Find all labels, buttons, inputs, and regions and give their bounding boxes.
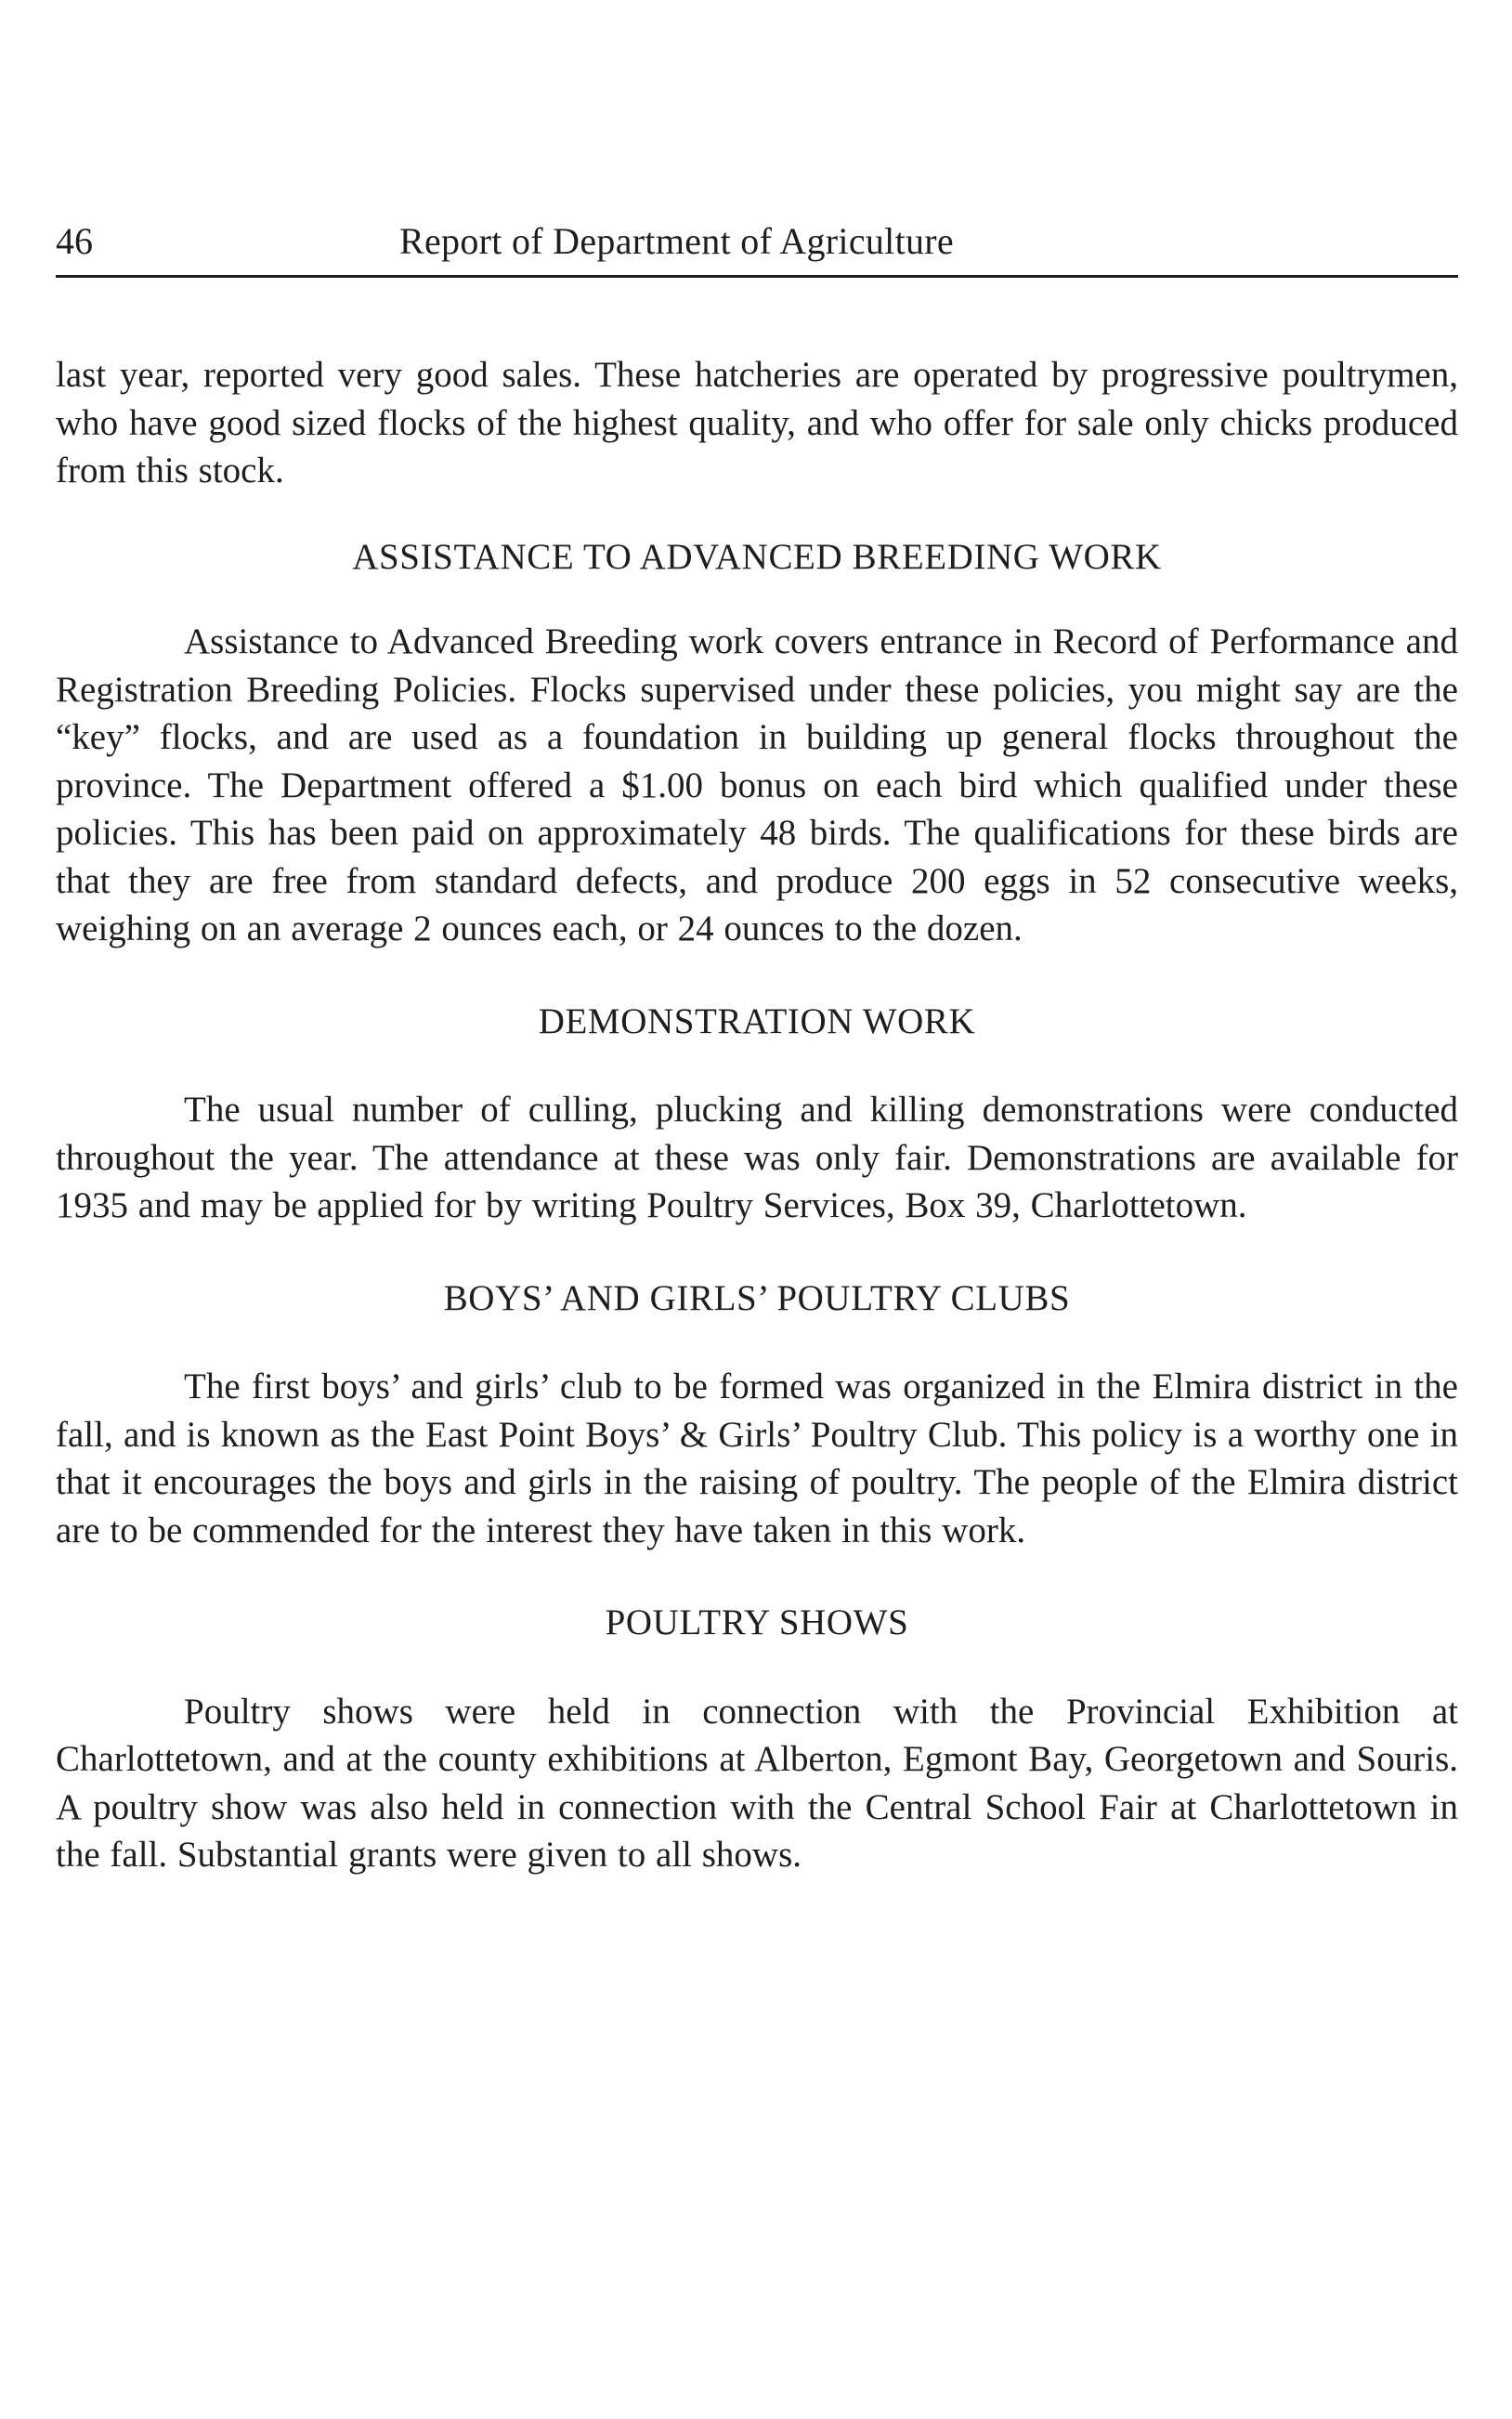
section-heading-poultry-shows: POULTRY SHOWS [605,1602,909,1642]
section-paragraph-demonstration-work: The usual number of culling, plucking and killing demonstrations were conducted throughout the year. The attendance at these was only fair. Demonstrations are available for 1935 and may be applied for by writing Poultry Services, Box 39, Charlottetown. [56,1090,1458,1225]
section-heading-poultry-clubs: BOYS’ AND GIRLS’ POULTRY CLUBS [443,1277,1071,1318]
header-rule [56,275,1458,278]
section-heading-demonstration-work: DEMONSTRATION WORK [538,1000,976,1041]
section-paragraph-advanced-breeding: Assistance to Advanced Breeding work covers entrance in Record of Performance and Registration Breeding Policies. Flocks supervised under these policies, you might say are the “key” flocks, and are used as a foundation in building up general flocks throughout the province. The Department offered a $1.00 bonus on each bird which qualified under these policies. This has been paid on approximately 48 birds. The qualifications for these birds are that they are free from standard defects, and produce 200 eggs in 52 consecutive weeks, weighing on an average 2 ounces each, or 24 ounces to the dozen. [56,621,1458,948]
section-paragraph-poultry-clubs: The first boys’ and girls’ club to be formed was organized in the Elmira district in the fall, and is known as the East Point Boys’ & Girls’ Poultry Club. This policy is a worthy one in that it encourages the boys and girls in the raising of poultry. The people of the Elmira district are to be commended for the interest they have taken in this work. [56,1366,1458,1550]
page-number: 46 [56,220,93,262]
section-paragraph-poultry-shows: Poultry shows were held in connection with the Provincial Exhibition at Charlottetown, and at the county exhibitions at Alberton, Egmont Bay, Georgetown and Souris. A poultry show was also held in connection with the Central School Fair at Charlottetown in the fall. Substantial grants were given to all shows. [56,1691,1458,1875]
body-text [56,351,1458,1879]
running-header [56,212,1458,268]
running-title: Report of Department of Agriculture [399,220,954,262]
section-heading-advanced-breeding: ASSISTANCE TO ADVANCED BREEDING WORK [352,536,1162,577]
intro-paragraph: last year, reported very good sales. These hatcheries are operated by progressive poultrymen, who have good sized flocks of the highest quality, and who offer for sale only chicks produced from this stock. [56,355,1458,490]
